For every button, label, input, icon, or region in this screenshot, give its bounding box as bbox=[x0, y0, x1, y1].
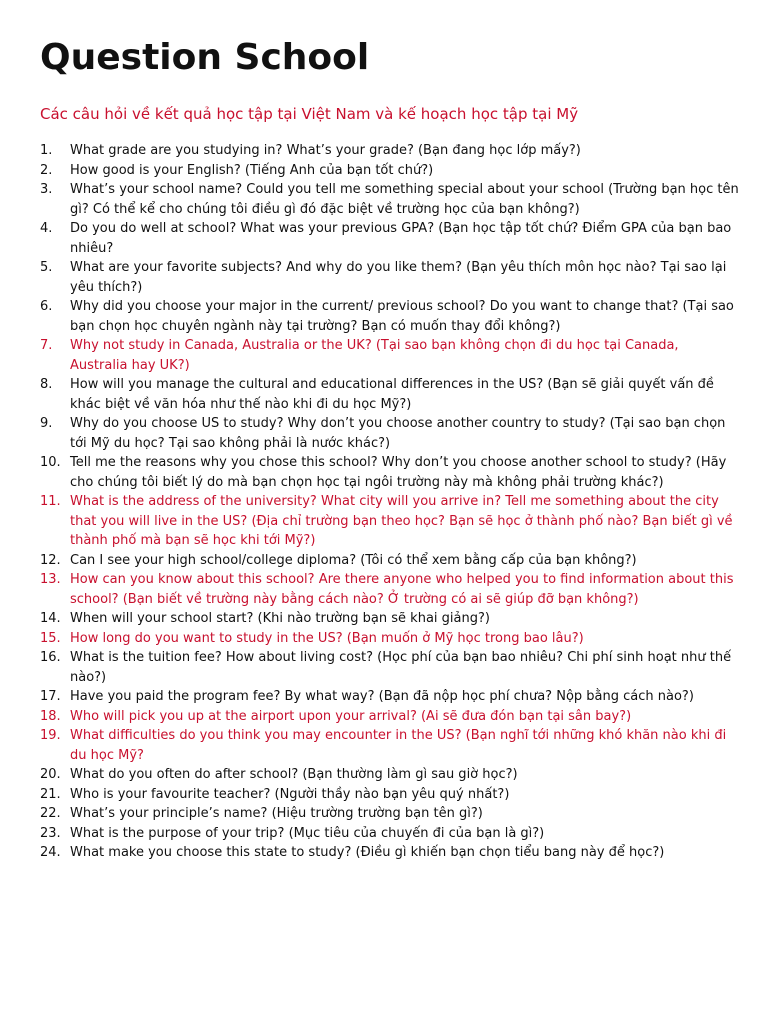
question-item bbox=[40, 258, 740, 297]
question-text: Have you paid the program fee? By what way? (Bạn đã nộp học phí chưa? Nộp bằng cách nào?) bbox=[70, 689, 694, 704]
question-number: 6. bbox=[40, 299, 53, 314]
question-number: 19. bbox=[40, 728, 61, 743]
question-number: 5. bbox=[40, 260, 53, 275]
question-number: 18. bbox=[40, 708, 61, 724]
question-item bbox=[40, 824, 740, 844]
question-number: 17. bbox=[40, 689, 61, 704]
question-number: 2. bbox=[40, 162, 53, 178]
question-text: What grade are you studying in? What’s your grade? (Bạn đang học lớp mấy?) bbox=[70, 143, 581, 158]
question-number: 11. bbox=[40, 494, 61, 509]
question-number: 23. bbox=[40, 825, 61, 841]
question-text: What do you often do after school? (Bạn thường làm gì sau giờ học?) bbox=[70, 767, 518, 782]
question-text: Tell me the reasons why you chose this school? Why don’t you choose another school to study? (Hãy cho chúng tôi biết lý do mà bạn chọn học tại ngôi trường này mà không phải trường khác?) bbox=[70, 455, 727, 490]
question-item bbox=[40, 336, 740, 375]
question-list bbox=[40, 141, 740, 863]
question-text: How can you know about this school? Are there anyone who helped you to find information about this school? (Bạn biết về trường này bằng cách nào? Ở trường có ai sẽ giúp đỡ bạn không?) bbox=[70, 572, 734, 607]
question-number: 12. bbox=[40, 552, 61, 568]
question-number: 9. bbox=[40, 416, 53, 431]
question-text: How long do you want to study in the US? (Bạn muốn ở Mỹ học trong bao lâu?) bbox=[70, 630, 584, 646]
page-title: Question School bbox=[40, 37, 370, 78]
question-text: How will you manage the cultural and educational differences in the US? (Bạn sẽ giải quyết vấn đề khác biệt về văn hóa như thế nào khi đi du học Mỹ?) bbox=[70, 377, 714, 412]
question-text: Why not study in Canada, Australia or the UK? (Tại sao bạn không chọn đi du học tại Canada, Australia hay UK?) bbox=[70, 338, 679, 373]
page-subtitle: Các câu hỏi về kết quả học tập tại Việt Nam và kế hoạch học tập tại Mỹ bbox=[40, 105, 579, 123]
question-text: What are your favorite subjects? And why do you like them? (Bạn yêu thích môn học nào? Tại sao lại yêu thích?) bbox=[70, 260, 727, 295]
question-item bbox=[40, 180, 740, 219]
question-text: Who will pick you up at the airport upon your arrival? (Ai sẽ đưa đón bạn tại sân bay?) bbox=[70, 708, 632, 724]
question-number: 4. bbox=[40, 221, 53, 236]
question-text: What’s your principle’s name? (Hiệu trường trường bạn tên gì?) bbox=[70, 806, 483, 821]
question-number: 20. bbox=[40, 767, 61, 782]
question-number: 8. bbox=[40, 377, 53, 392]
question-text: Why do you choose US to study? Why don’t you choose another country to study? (Tại sao bạn chọn tới Mỹ du học? Tại sao không phải là nước khác?) bbox=[70, 416, 726, 451]
question-item bbox=[40, 219, 740, 258]
question-text: What make you choose this state to study? (Điều gì khiến bạn chọn tiểu bang này để học?) bbox=[70, 845, 665, 860]
question-text: Can I see your high school/college diploma? (Tôi có thể xem bằng cấp của bạn không?) bbox=[70, 552, 637, 568]
question-item bbox=[40, 453, 740, 492]
question-item bbox=[40, 297, 740, 336]
question-item bbox=[40, 648, 740, 687]
question-item bbox=[40, 785, 740, 805]
question-text: What is the address of the university? What city will you arrive in? Tell me something about the city that you will live in the US? (Địa chỉ trường bạn theo học? Bạn sẽ học ở thành phố nào? Bạn biết gì về thành phố mà bạn sẽ học khi tới Mỹ?) bbox=[70, 494, 733, 548]
question-number: 7. bbox=[40, 338, 53, 353]
question-number: 1. bbox=[40, 143, 53, 158]
question-text: When will your school start? (Khi nào trường bạn sẽ khai giảng?) bbox=[70, 611, 490, 626]
question-number: 14. bbox=[40, 611, 61, 626]
question-number: 3. bbox=[40, 182, 53, 197]
question-item bbox=[40, 843, 740, 863]
question-item bbox=[40, 570, 740, 609]
question-item bbox=[40, 765, 740, 785]
question-number: 22. bbox=[40, 806, 61, 821]
question-item bbox=[40, 629, 740, 649]
question-item bbox=[40, 375, 740, 414]
question-text: What’s your school name? Could you tell me something special about your school (Trường bạn học tên gì? Có thể kể cho chúng tôi điều gì đó đặc biệt về trường học của bạn không?) bbox=[70, 182, 739, 217]
question-number: 16. bbox=[40, 650, 61, 665]
question-item bbox=[40, 707, 740, 727]
question-number: 10. bbox=[40, 455, 61, 470]
question-item bbox=[40, 161, 740, 181]
question-text: What is the purpose of your trip? (Mục tiêu của chuyến đi của bạn là gì?) bbox=[70, 825, 545, 841]
question-text: Why did you choose your major in the current/ previous school? Do you want to change that? (Tại sao bạn chọn học chuyên ngành này tại trường? Bạn có muốn thay đổi không?) bbox=[70, 299, 734, 334]
question-number: 13. bbox=[40, 572, 61, 587]
question-item bbox=[40, 414, 740, 453]
question-text: Do you do well at school? What was your previous GPA? (Bạn học tập tốt chứ? Điểm GPA của bạn bao nhiêu? bbox=[70, 221, 732, 256]
question-item bbox=[40, 551, 740, 571]
question-item bbox=[40, 141, 740, 161]
question-item bbox=[40, 609, 740, 629]
question-item bbox=[40, 492, 740, 551]
question-item bbox=[40, 726, 740, 765]
question-number: 21. bbox=[40, 786, 61, 802]
question-number: 15. bbox=[40, 630, 61, 646]
question-text: Who is your favourite teacher? (Người thầy nào bạn yêu quý nhất?) bbox=[70, 786, 510, 802]
question-item bbox=[40, 804, 740, 824]
question-number: 24. bbox=[40, 845, 61, 860]
question-text: What difficulties do you think you may encounter in the US? (Bạn nghĩ tới những khó khăn nào khi đi du học Mỹ? bbox=[70, 728, 727, 763]
question-text: How good is your English? (Tiếng Anh của bạn tốt chứ?) bbox=[70, 162, 434, 178]
question-text: What is the tuition fee? How about living cost? (Học phí của bạn bao nhiêu? Chi phí sinh hoạt như thế nào?) bbox=[70, 650, 732, 685]
question-item bbox=[40, 687, 740, 707]
